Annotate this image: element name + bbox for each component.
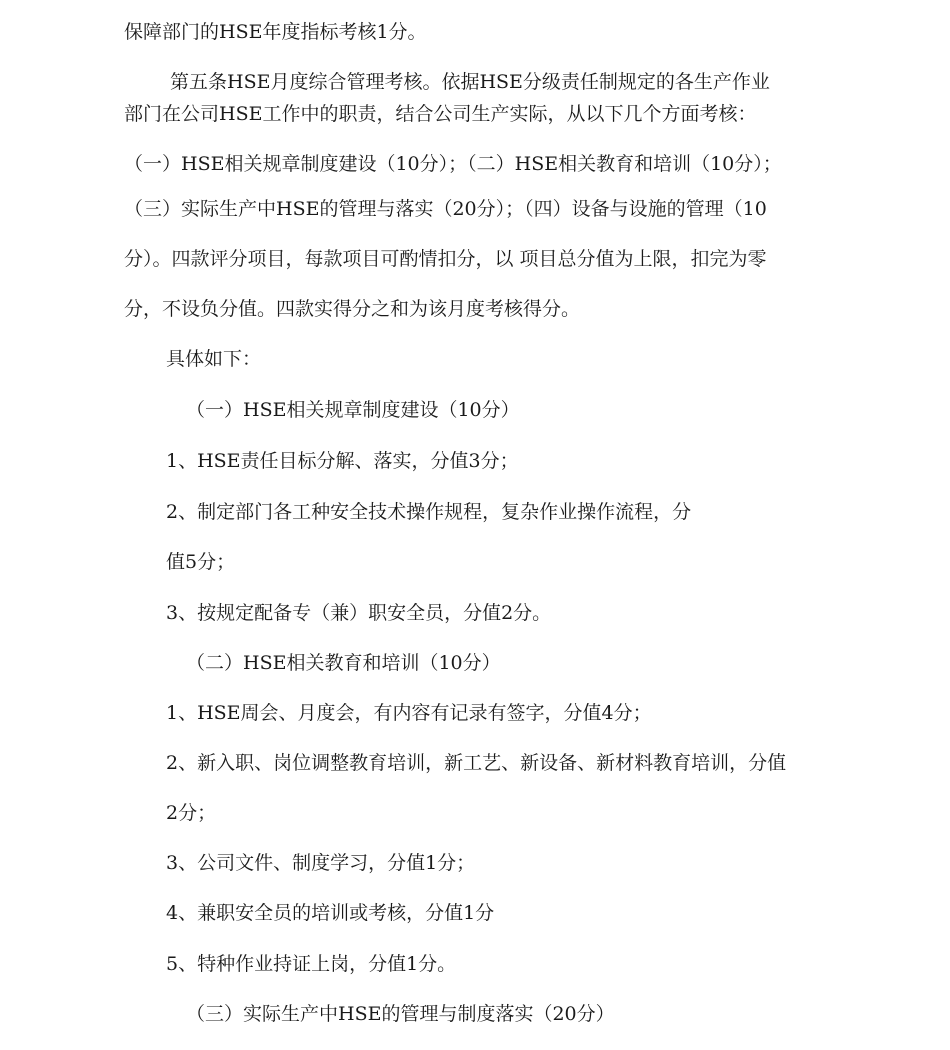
text-line: （三）实际生产中HSE的管理与落实（20分）；（四）设备与设施的管理（10 — [124, 198, 767, 220]
text-line: 保障部门的HSE年度指标考核1分。 — [124, 21, 427, 43]
list-item: 1、HSE周会、月度会，有内容有记录有签字，分值4分； — [166, 702, 652, 724]
section-heading: （三）实际生产中HSE的管理与制度落实（20分） — [186, 1003, 615, 1025]
text-line: 具体如下： — [166, 348, 262, 370]
list-item: 4、兼职安全员的培训或考核，分值1分 — [166, 902, 495, 924]
text-line: 分）。四款评分项目，每款项目可酌情扣分，以 项目总分值为上限，扣完为零 — [124, 248, 767, 270]
list-item: 3、公司文件、制度学习，分值1分； — [166, 852, 476, 874]
section-heading: （二）HSE相关教育和培训（10分） — [186, 652, 501, 674]
text-line: （一）HSE相关规章制度建设（10分）；（二）HSE相关教育和培训（10分）； — [124, 153, 782, 175]
section-heading: （一）HSE相关规章制度建设（10分） — [186, 399, 520, 421]
list-item: 2、制定部门各工种安全技术操作规程，复杂作业操作流程，分 — [166, 501, 692, 523]
text-line: 部门在公司HSE工作中的职责，结合公司生产实际，从以下几个方面考核： — [124, 103, 757, 125]
list-item: 2分； — [166, 802, 217, 824]
list-item: 2、新入职、岗位调整教育培训，新工艺、新设备、新材料教育培训，分值 — [166, 752, 787, 774]
text-line: 第五条HSE月度综合管理考核。依据HSE分级责任制规定的各生产作业 — [170, 71, 770, 93]
text-line: 分，不设负分值。四款实得分之和为该月度考核得分。 — [124, 298, 581, 320]
list-item: 1、HSE责任目标分解、落实，分值3分； — [166, 450, 519, 472]
list-item: 值5分； — [166, 551, 236, 573]
list-item: 3、按规定配备专（兼）职安全员，分值2分。 — [166, 602, 552, 624]
list-item: 5、特种作业持证上岗，分值1分。 — [166, 953, 457, 975]
